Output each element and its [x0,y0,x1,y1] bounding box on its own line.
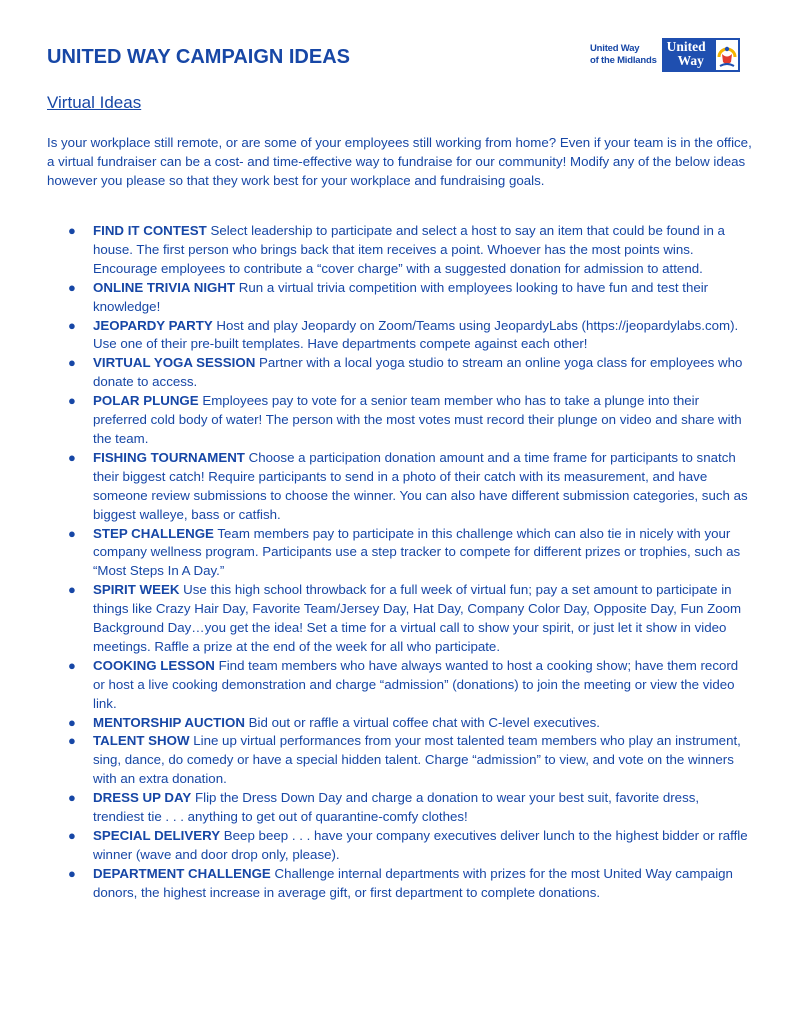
ideas-list [68,222,753,903]
idea-description: Bid out or raffle a virtual coffee chat with C-level executives. [248,714,600,730]
logo [590,38,740,72]
idea-description: Beep beep . . . have your company executives deliver lunch to the highest bidder or raffle winner (wave and door drop only, please). [93,828,748,862]
idea-item [68,657,753,714]
logo-text-line2: of the Midlands [590,55,657,66]
idea-description: Flip the Dress Down Day and charge a donation to wear your best suit, favorite dress, trendiest tie . . . anything to get out of quarantine-comfy clothes! [93,790,700,825]
idea-description: Partner with a local yoga studio to stream an online yoga class for employees who donate to access. [93,355,743,390]
bullet-icon: ● [68,525,76,541]
idea-item [68,317,753,355]
idea-name: DRESS UP DAY [93,790,192,806]
section-subtitle: Virtual Ideas [47,93,142,112]
idea-name: COOKING LESSON [93,657,215,673]
idea-description: Challenge internal departments with prizes for the most United Way campaign donors, the highest increase in average gift, or first department to complete donations. [93,865,733,900]
bullet-icon: ● [68,865,76,881]
idea-item [68,581,753,657]
idea-item [68,827,753,865]
bullet-icon: ● [68,657,76,673]
intro-paragraph: Is your workplace still remote, or are some of your employees still working from home? Even if your team is in the office, a virtual fundraiser can be a cost- and time-effective way to fundraise for our community! Modify any of the below ideas however you please so that they work best for your workplace and fundraising goals. [47,135,752,188]
bullet-icon: ● [68,582,76,598]
idea-item [68,732,753,789]
bullet-icon: ● [68,733,76,749]
logo-mark-line2: Way [677,53,704,68]
idea-name: FIND IT CONTEST [93,223,207,238]
bullet-icon: ● [68,714,76,730]
idea-description: Employees pay to vote for a senior team member who has to take a plunge into their preferred cold body of water! The person with the most votes must record their plunge on video and share with the team. [93,393,742,446]
idea-description: Host and play Jeopardy on Zoom/Teams using JeopardyLabs (https://jeopardylabs.com). Use one of their pre-built templates. Have departments compete against each other! [93,317,739,352]
page-title: UNITED WAY CAMPAIGN IDEAS [47,46,350,68]
logo-text-line1: United Way [590,43,640,54]
idea-item [68,525,753,582]
idea-name: SPECIAL DELIVERY [93,828,221,843]
idea-item [68,865,753,903]
bullet-icon: ● [68,790,76,806]
idea-description: Use this high school throwback for a full week of virtual fun; pay a set amount to participate in things like Crazy Hair Day, Favorite Team/Jersey Day, Hat Day, Company Color Day, Opposite Day, Fun Zoom Background Day…you get the idea! Set a time for a virtual call to show your spirit, or just let it show in video meetings. Raffle a prize at the end of the week for all who participate. [93,582,742,654]
bullet-icon: ● [68,279,76,295]
idea-name: FISHING TOURNAMENT [93,449,245,465]
idea-item [68,789,753,827]
idea-description: Find team members who have always wanted to host a cooking show; have them record or host a live cooking demonstration and charge “admission” (donations) to join the meeting or view the video link. [93,657,739,711]
hand-person-rainbow-icon [716,40,738,70]
idea-description: Run a virtual trivia competition with employees looking to have fun and test their knowledge! [93,279,709,314]
idea-name: MENTORSHIP AUCTION [93,714,245,730]
idea-name: POLAR PLUNGE [93,393,199,409]
idea-name: VIRTUAL YOGA SESSION [93,355,256,371]
idea-description: Choose a participation donation amount and a time frame for participants to snatch their biggest catch! Require participants to send in a photo of their catch with its measurement, and have someone review submissions to choose the winner. You can also have different submission categories, such as biggest walleye, bass or catfish. [93,449,748,522]
logo-mark-line1: United [666,39,706,54]
idea-item [68,714,753,733]
idea-name: TALENT SHOW [93,733,190,749]
bullet-icon: ● [68,449,76,465]
idea-item [68,392,753,449]
idea-name: STEP CHALLENGE [93,525,214,541]
bullet-icon: ● [68,828,76,843]
idea-item [68,354,753,392]
bullet-icon: ● [68,393,76,409]
idea-name: SPIRIT WEEK [93,582,180,598]
idea-description: Select leadership to participate and select a host to say an item that could be found in a house. The first person who brings back that item receives a point. Whoever has the most points wins. Encourage employees to contribute a “cover charge” with a suggested donation for admission to attend. [93,223,725,276]
idea-description: Line up virtual performances from your most talented team members who play an instrument, sing, dance, do comedy or have a special hidden talent. Charge “admission” to view, and vote on the winners with an extra donation. [93,733,741,787]
idea-name: DEPARTMENT CHALLENGE [93,865,271,881]
logo-mark [662,38,740,72]
idea-name: JEOPARDY PARTY [93,317,213,333]
idea-item [68,222,753,279]
idea-item [68,449,753,525]
idea-description: Team members pay to participate in this challenge which can also tie in nicely with your company wellness program. Participants use a step tracker to compete for different prizes or trophies, such as “Most Steps In A Day.” [93,525,741,579]
idea-name: ONLINE TRIVIA NIGHT [93,279,236,295]
bullet-icon: ● [68,317,76,333]
bullet-icon: ● [68,223,76,238]
logo-wordmark [590,43,657,67]
idea-item [68,279,753,317]
bullet-icon: ● [68,355,76,371]
